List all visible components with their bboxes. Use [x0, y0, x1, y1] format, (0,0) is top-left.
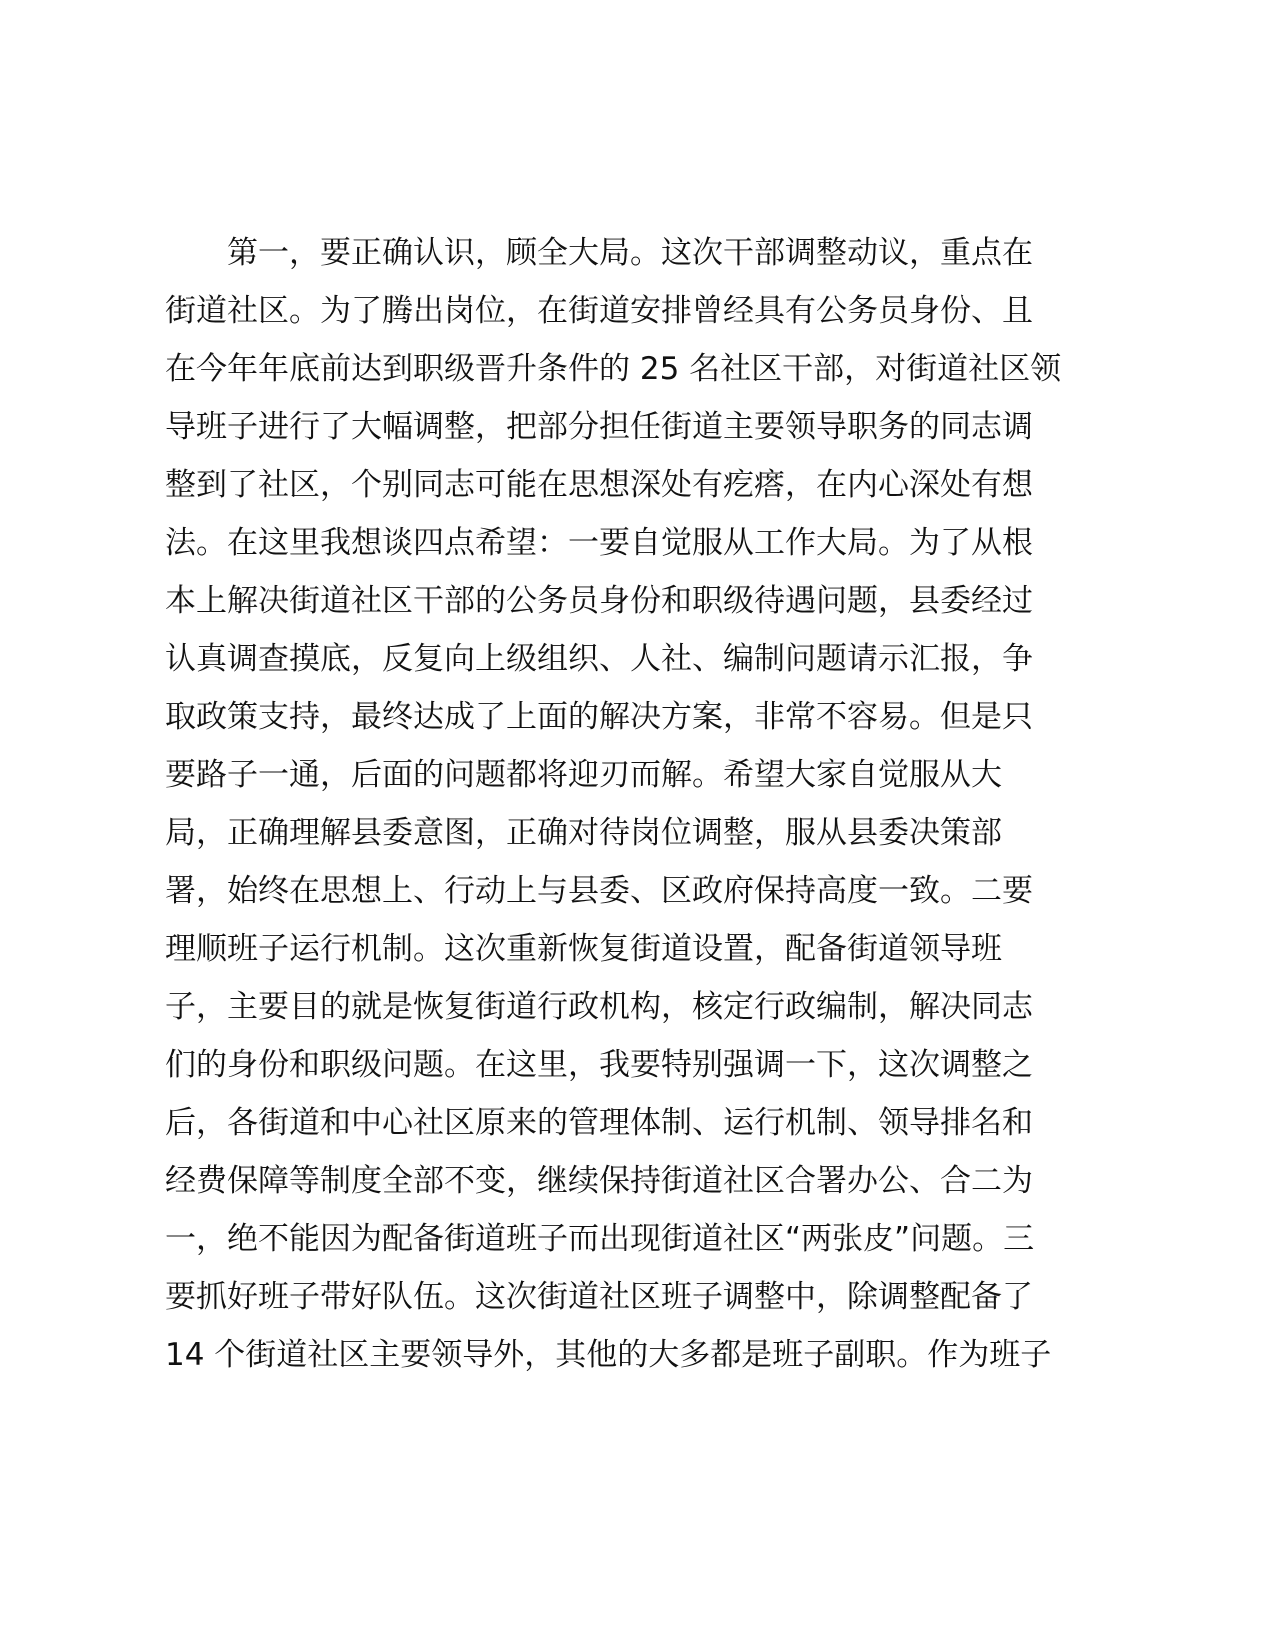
text-line: 在今年年底前达到职级晋升条件的 25 名社区干部，对街道社区领	[165, 351, 1062, 387]
text-line: 后，各街道和中心社区原来的管理体制、运行机制、领导排名和	[165, 1105, 1033, 1141]
text-line: 14 个街道社区主要领导外，其他的大多都是班子副职。作为班子	[165, 1337, 1052, 1373]
text-line: 理顺班子运行机制。这次重新恢复街道设置，配备街道领导班	[165, 931, 1002, 967]
text-line: 整到了社区，个别同志可能在思想深处有疙瘩，在内心深处有想	[165, 467, 1033, 503]
text-line: 署，始终在思想上、行动上与县委、区政府保持高度一致。二要	[165, 873, 1033, 909]
text-line: 认真调查摸底，反复向上级组织、人社、编制问题请示汇报，争	[165, 641, 1033, 677]
text-line: 法。在这里我想谈四点希望：一要自觉服从工作大局。为了从根	[165, 525, 1033, 561]
text-line: 本上解决街道社区干部的公务员身份和职级待遇问题，县委经过	[165, 583, 1033, 619]
text-line: 要抓好班子带好队伍。这次街道社区班子调整中，除调整配备了	[165, 1279, 1033, 1315]
text-line: 经费保障等制度全部不变，继续保持街道社区合署办公、合二为	[165, 1163, 1033, 1199]
text-line: 取政策支持，最终达成了上面的解决方案，非常不容易。但是只	[165, 699, 1033, 735]
text-line: 街道社区。为了腾出岗位，在街道安排曾经具有公务员身份、且	[165, 293, 1033, 329]
text-line: 导班子进行了大幅调整，把部分担任街道主要领导职务的同志调	[165, 409, 1033, 445]
body-paragraph	[165, 224, 1125, 1384]
text-line: 局，正确理解县委意图，正确对待岗位调整，服从县委决策部	[165, 815, 1002, 851]
text-line: 子，主要目的就是恢复街道行政机构，核定行政编制，解决同志	[165, 989, 1033, 1025]
text-line: 要路子一通，后面的问题都将迎刃而解。希望大家自觉服从大	[165, 757, 1002, 793]
text-line: 一，绝不能因为配备街道班子而出现街道社区“两张皮”问题。三	[165, 1221, 1035, 1257]
text-line: 们的身份和职级问题。在这里，我要特别强调一下，这次调整之	[165, 1047, 1033, 1083]
text-line: 第一，要正确认识，顾全大局。这次干部调整动议，重点在	[227, 235, 1033, 271]
